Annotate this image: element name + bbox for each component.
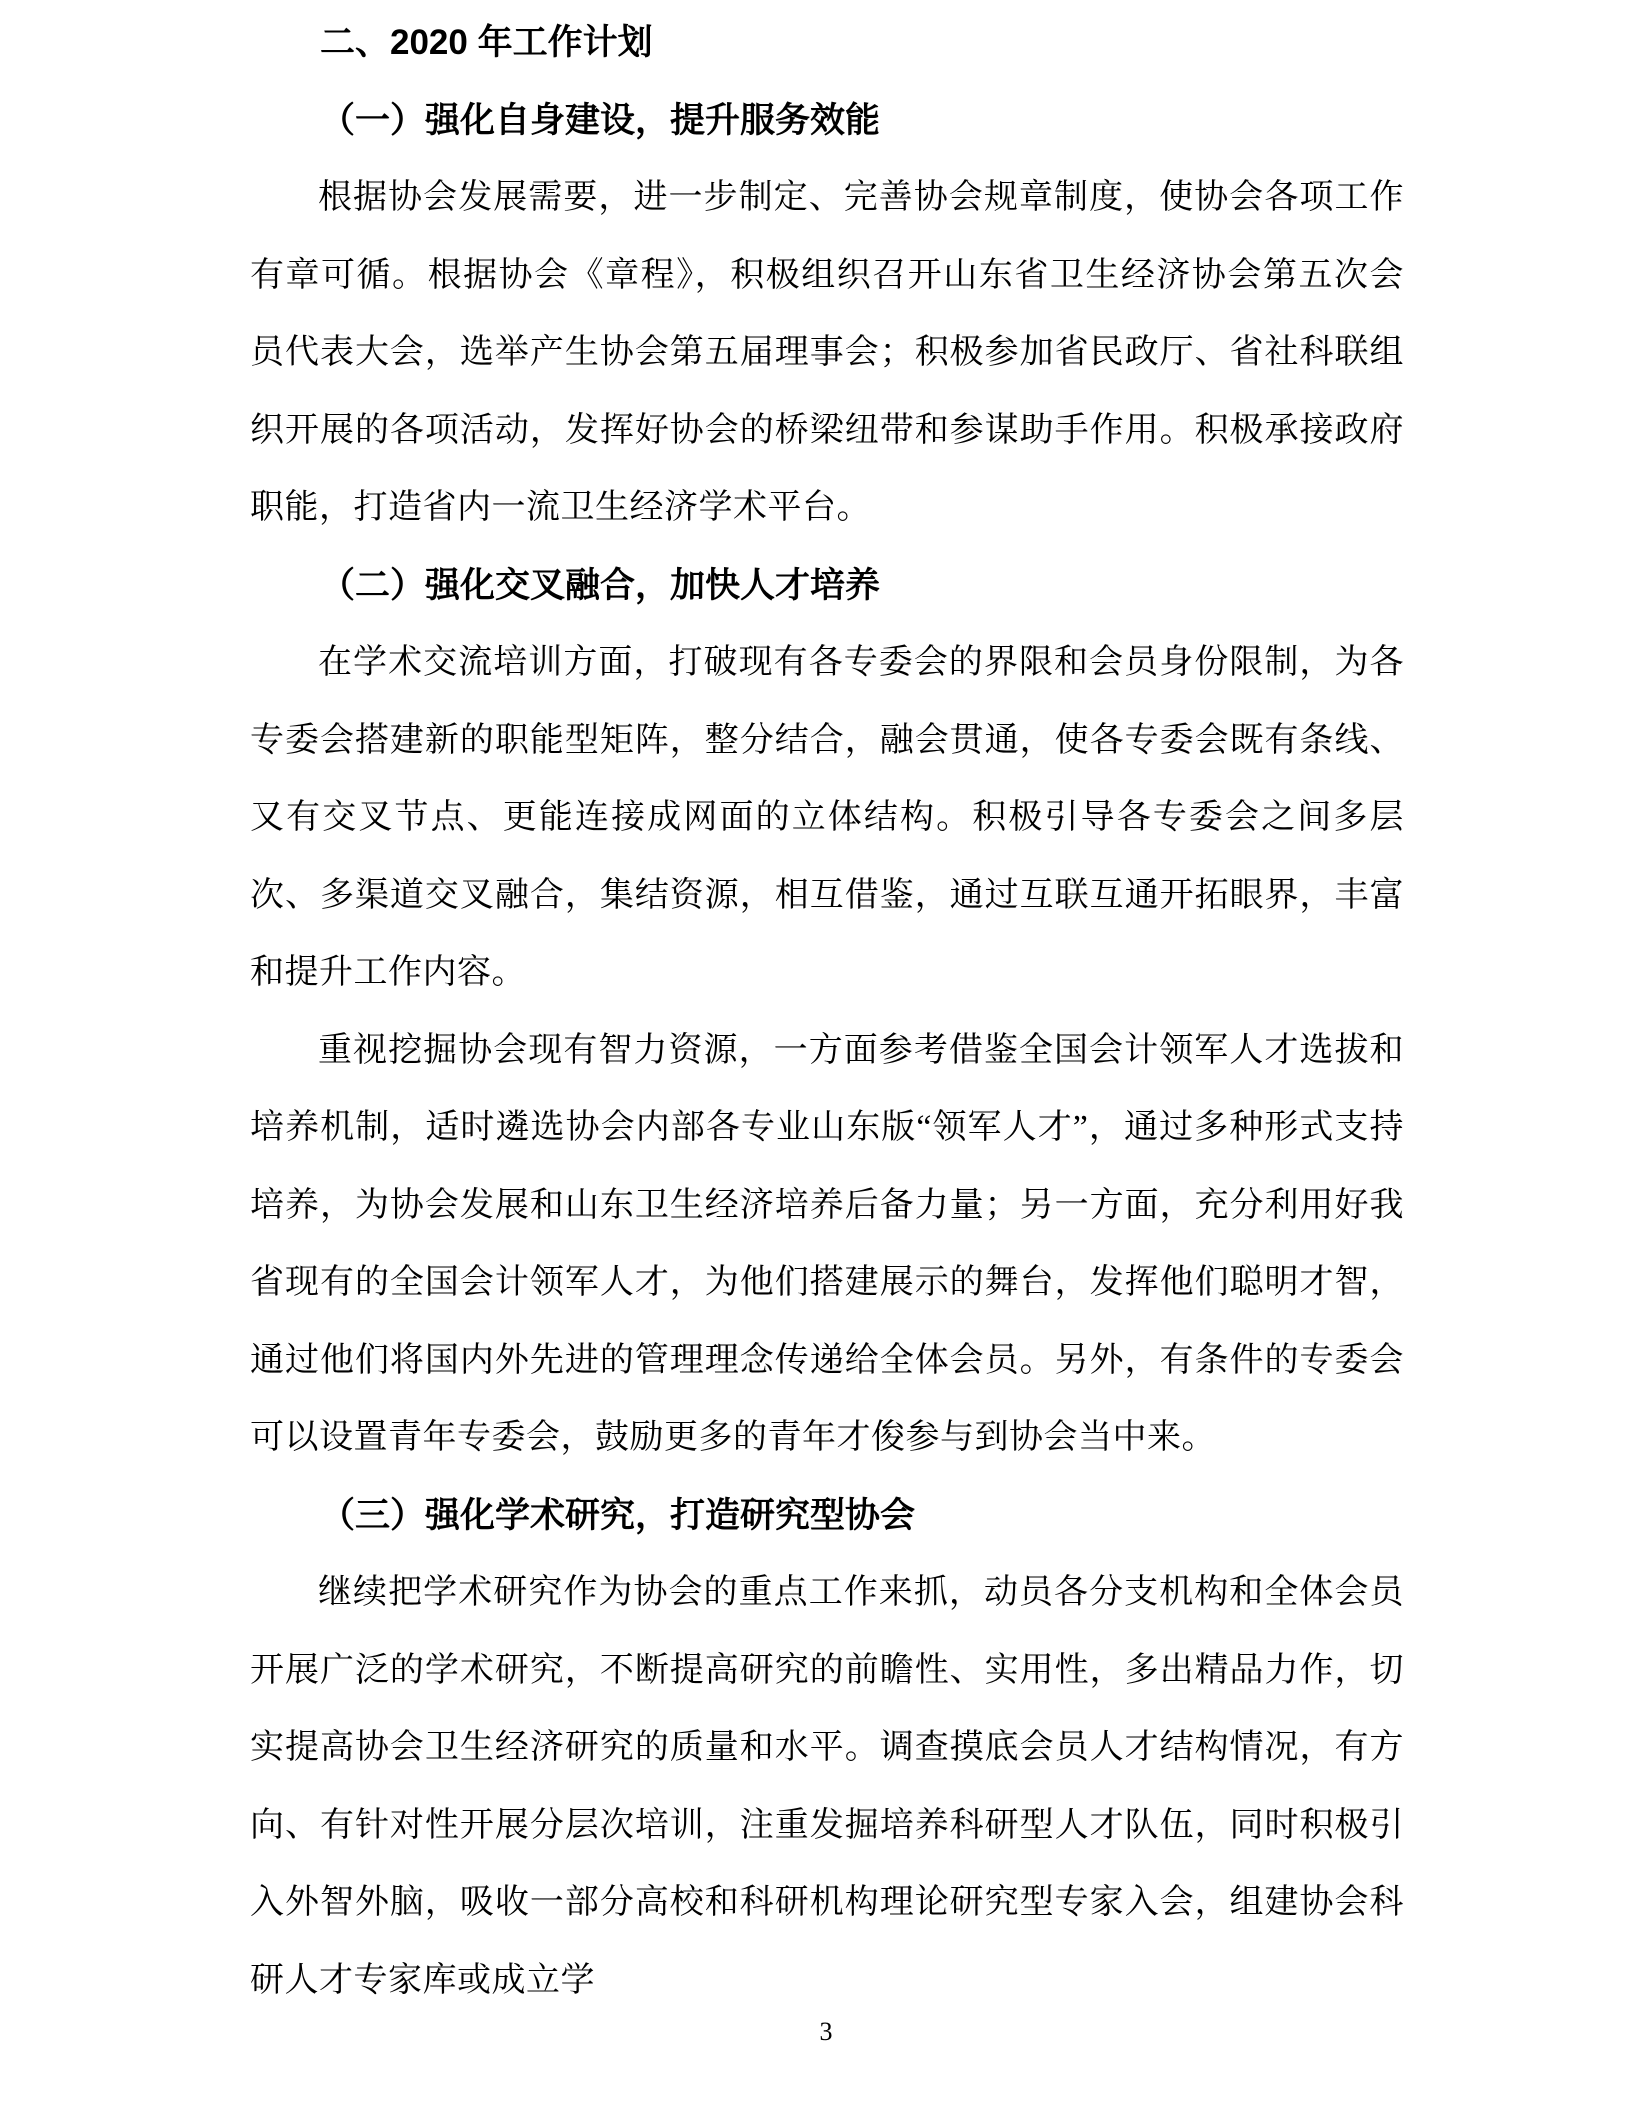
page-number: 3 (819, 2017, 833, 2046)
section-3-heading: （三）强化学术研究，打造研究型协会 (320, 1495, 916, 1535)
section-1-heading: （一）强化自身建设，提升服务效能 (320, 100, 881, 140)
main-heading: 二、2020 年工作计划 (320, 23, 653, 62)
section-2-heading: （二）强化交叉融合，加快人才培养 (320, 565, 881, 605)
section-1-paragraph-1: 根据协会发展需要，进一步制定、完善协会规章制度，使协会各项工作有章可循。根据协会《章程》，积极组织召开山东省卫生经济协会第五次会员代表大会，选举产生协会第五届理事会；积极参加省民政厅、省社科联组织开展的各项活动，发挥好协会的桥梁纽带和参谋助手作用。积极承接政府职能，打造省内一流卫生经济学术平台。 (250, 179, 1404, 526)
section-2-paragraph-2: 重视挖掘协会现有智力资源，一方面参考借鉴全国会计领军人才选拔和培养机制，适时遴选协会内部各专业山东版“领军人才”，通过多种形式支持培养，为协会发展和山东卫生经济培养后备力量；另一方面，充分利用好我省现有的全国会计领军人才，为他们搭建展示的舞台，发挥他们聪明才智，通过他们将国内外先进的管理理念传递给全体会员。另外，有条件的专委会可以设置青年专委会，鼓励更多的青年才俊参与到协会当中来。 (250, 1031, 1404, 1456)
section-3-paragraph-1: 继续把学术研究作为协会的重点工作来抓，动员各分支机构和全体会员开展广泛的学术研究，不断提高研究的前瞻性、实用性，多出精品力作，切实提高协会卫生经济研究的质量和水平。调查摸底会员人才结构情况，有方向、有针对性开展分层次培训，注重发掘培养科研型人才队伍，同时积极引入外智外脑，吸收一部分高校和科研机构理论研究型专家入会，组建协会科研人才专家库或成立学 (250, 1574, 1404, 1999)
section-2-paragraph-1: 在学术交流培训方面，打破现有各专委会的界限和会员身份限制，为各专委会搭建新的职能型矩阵，整分结合，融会贯通，使各专委会既有条线、又有交叉节点、更能连接成网面的立体结构。积极引导各专委会之间多层次、多渠道交叉融合，集结资源，相互借鉴，通过互联互通开拓眼界，丰富和提升工作内容。 (250, 644, 1404, 991)
